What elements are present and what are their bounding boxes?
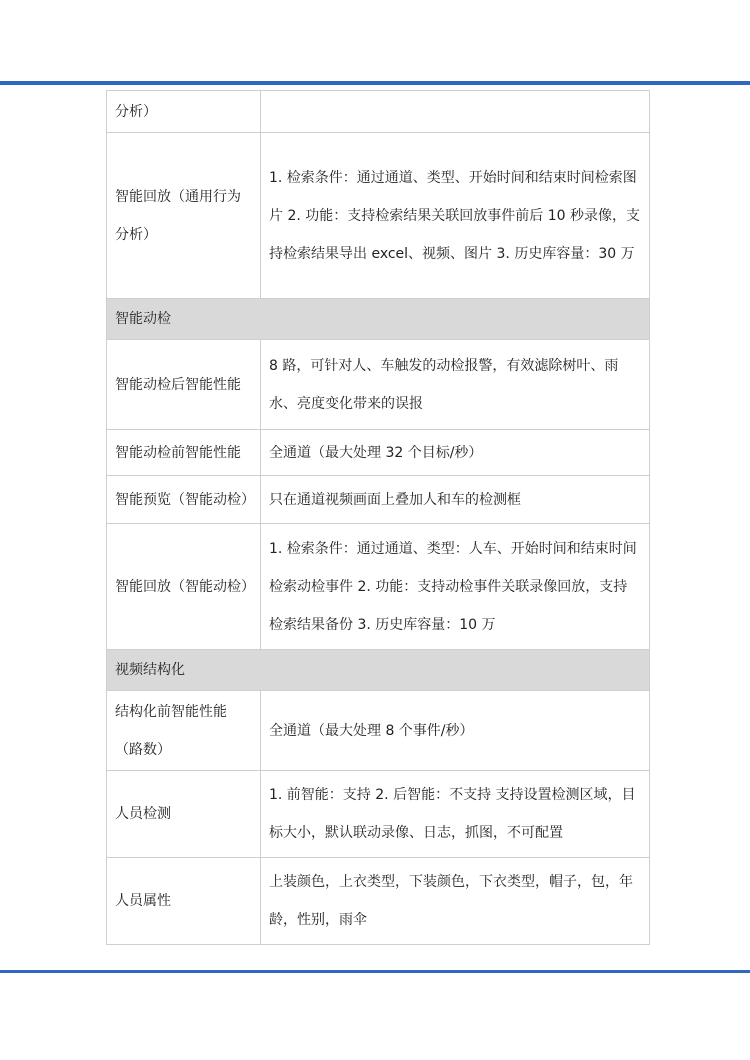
spec-name: 智能回放（通用行为分析） xyxy=(107,133,261,299)
spec-value: 8 路，可针对人、车触发的动检报警，有效滤除树叶、雨水、亮度变化带来的误报 xyxy=(261,340,650,430)
table-row xyxy=(107,691,650,771)
table-row xyxy=(107,133,650,299)
spec-value: 只在通道视频画面上叠加人和车的检测框 xyxy=(261,476,650,524)
spec-table xyxy=(106,90,650,945)
spec-name: 智能回放（智能动检） xyxy=(107,524,261,650)
spec-value: 1. 检索条件：通过通道、类型、开始时间和结束时间检索图片 2. 功能：支持检索结果关联回放事件前后 10 秒录像，支持检索结果导出 excel、视频、图片 3. 历史库容量：30 万 xyxy=(261,133,650,299)
spec-value: 1. 检索条件：通过通道、类型：人车、开始时间和结束时间检索动检事件 2. 功能：支持动检事件关联录像回放，支持检索结果备份 3. 历史库容量：10 万 xyxy=(261,524,650,650)
table-row xyxy=(107,476,650,524)
spec-name: 分析） xyxy=(107,91,261,133)
table-row xyxy=(107,91,650,133)
section-title: 智能动检 xyxy=(107,299,650,340)
spec-name: 人员属性 xyxy=(107,858,261,945)
spec-name: 结构化前智能性能（路数） xyxy=(107,691,261,771)
table-row xyxy=(107,340,650,430)
spec-value xyxy=(261,91,650,133)
table-row xyxy=(107,858,650,945)
header-rule xyxy=(0,81,750,85)
spec-name: 智能预览（智能动检） xyxy=(107,476,261,524)
table-row xyxy=(107,771,650,858)
spec-value: 全通道（最大处理 32 个目标/秒） xyxy=(261,430,650,476)
spec-value: 上装颜色，上衣类型，下装颜色，下衣类型，帽子，包，年龄，性别，雨伞 xyxy=(261,858,650,945)
spec-value: 1. 前智能：支持 2. 后智能：不支持 支持设置检测区域，目标大小，默认联动录像、日志，抓图，不可配置 xyxy=(261,771,650,858)
spec-name: 智能动检前智能性能 xyxy=(107,430,261,476)
section-title: 视频结构化 xyxy=(107,650,650,691)
spec-name: 智能动检后智能性能 xyxy=(107,340,261,430)
table-row xyxy=(107,430,650,476)
footer-rule xyxy=(0,970,750,973)
section-row xyxy=(107,299,650,340)
table-row xyxy=(107,524,650,650)
spec-name: 人员检测 xyxy=(107,771,261,858)
spec-value: 全通道（最大处理 8 个事件/秒） xyxy=(261,691,650,771)
section-row xyxy=(107,650,650,691)
